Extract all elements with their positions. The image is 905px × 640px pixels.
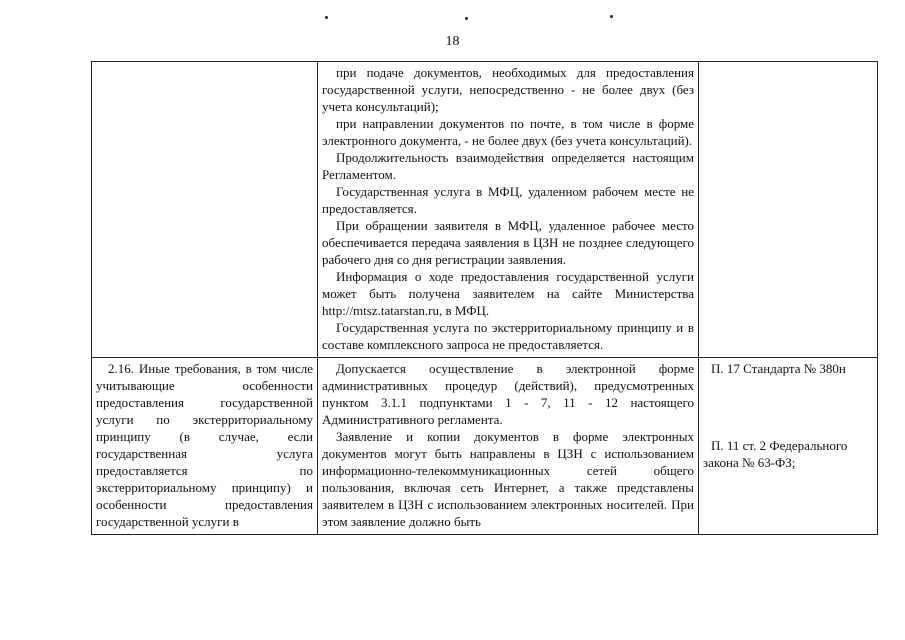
table-cell-reference [699,358,878,535]
paragraph: П. 17 Стандарта № 380н [711,361,846,376]
spacer [703,407,873,437]
paragraph: Государственная услуга в МФЦ, удаленном рабочем месте не предоставляется. [322,184,694,216]
scan-marks [0,14,905,22]
table-cell-content [318,358,699,535]
paragraph: Информация о ходе предоставления государственной услуги может быть получена заявителем на сайте Министерства http://mtsz.tatarstan.ru, в МФЦ. [322,269,694,318]
table-row [92,358,878,535]
paragraph: При обращении заявителя в МФЦ, удаленное рабочее место обеспечивается передача заявления в ЦЗН не позднее следующего рабочего дня со дня регистрации заявления. [322,218,694,267]
paragraph: при подаче документов, необходимых для предоставления государственной услуги, непосредственно - не более двух (без учета консультаций); [322,65,694,114]
scan-mark [465,17,468,20]
table-cell-requirement [92,62,318,358]
paragraph: Заявление и копии документов в форме электронных документов могут быть направлены в ЦЗН с использованием информационно-телекоммуникационных сетей общего пользования, включая сеть Интернет, а также представлены заявителем в ЦЗН с использованием электронных носителей. При этом заявление должно быть [322,429,694,529]
scan-mark [325,16,328,19]
scan-mark [610,15,613,18]
table-cell-content [318,62,699,358]
paragraph: П. 11 ст. 2 Федерального закона № 63-ФЗ; [703,438,848,470]
table-cell-reference [699,62,878,358]
table-cell-requirement [92,358,318,535]
spacer [703,377,873,407]
paragraph: 2.16. Иные требования, в том числе учитывающие особенности предоставления государственной услуги по экстерриториальному принципу (в случае, если государственная услуга предоставляется по экстерриториальному принципу) и особенности предоставления государственной услуги в [96,361,313,529]
paragraph: при направлении документов по почте, в том числе в форме электронного документа, - не более двух (без учета консультаций). [322,116,694,148]
paragraph: Допускается осуществление в электронной форме административных процедур (действий), предусмотренных пунктом 3.1.1 подпунктами 1 - 7, 11 - 12 настоящего Административного регламента. [322,361,694,427]
table-row [92,62,878,358]
regulation-table [91,61,878,535]
page-number: 18 [445,34,460,49]
paragraph: Продолжительность взаимодействия определяется настоящим Регламентом. [322,150,694,182]
paragraph: Государственная услуга по экстерриториальному принципу и в составе комплексного запроса не предоставляется. [322,320,694,352]
